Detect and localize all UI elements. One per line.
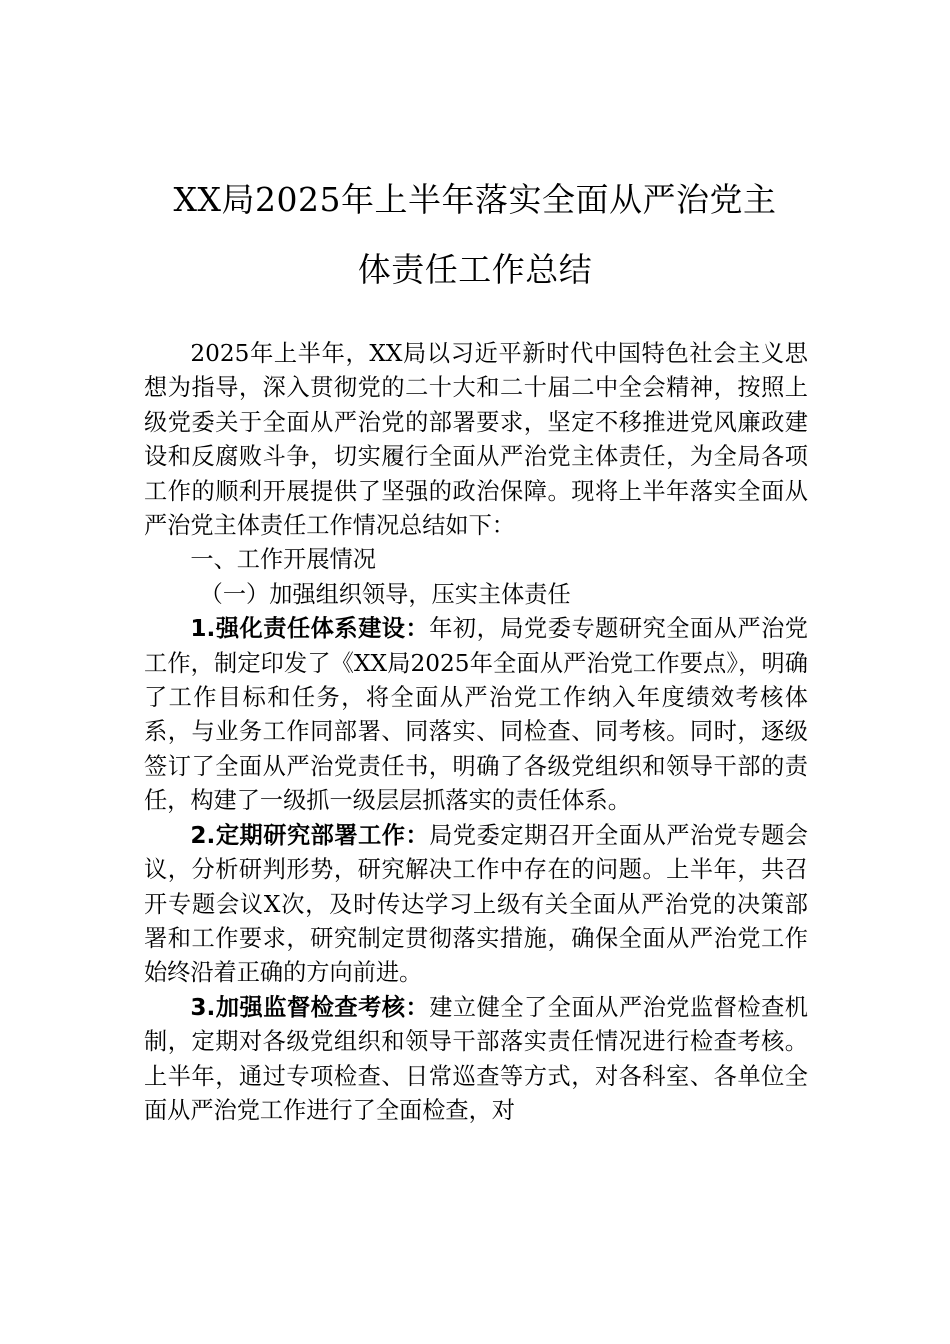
item-3-lead: 3.加强监督检查考核： [190,993,430,1021]
subsection-heading: （一）加强组织领导，压实主体责任 [199,580,571,608]
intro-paragraph: 2025年上半年，XX局以习近平新时代中国特色社会主义思想为指导，深入贯彻党的二十大和二十届二中全会精神，按照上级党委关于全面从严治党的部署要求，坚定不移推进党风廉政建设和反腐败斗争，切实履行全面从严治党主体责任，为全局各项工作的顺利开展提供了坚强的政治保障。现将上半年落实全面从严治党主体责任工作情况总结如下： [144,340,808,540]
document-title-line-2: 体责任工作总结 [357,250,593,289]
item-2-lead: 2.定期研究部署工作： [190,821,430,849]
document-body [144,337,808,1128]
item-paragraph-2 [144,819,808,991]
item-paragraph-1 [144,612,808,818]
item-3-text: 建立健全了全面从严治党监督检查机制，定期对各级党组织和领导干部落实责任情况进行检查考核。上半年，通过专项检查、日常巡查等方式，对各科室、各单位全面从严治党工作进行了全面检查，对 [144,993,808,1124]
item-2-text: 局党委定期召开全面从严治党专题会议，分析研判形势，研究解决工作中存在的问题。上半年，共召开专题会议X次，及时传达学习上级有关全面从严治党的决策部署和工作要求，研究制定贯彻落实措施，确保全面从严治党工作始终沿着正确的方向前进。 [144,821,808,987]
item-paragraph-3 [144,991,808,1129]
item-1-text: 年初，局党委专题研究全面从严治党工作，制定印发了《XX局2025年全面从严治党工作要点》，明确了工作目标和任务，将全面从严治党工作纳入年度绩效考核体系，与业务工作同部署、同落实、同检查、同考核。同时，逐级签订了全面从严治党责任书，明确了各级党组织和领导干部的责任，构建了一级抓一级层层抓落实的责任体系。 [144,615,808,815]
section-heading: 一、工作开展情况 [190,546,376,574]
item-1-lead: 1.强化责任体系建设： [190,615,430,643]
document-title-line-1: XX局2025年上半年落实全面从严治党主 [173,180,777,219]
